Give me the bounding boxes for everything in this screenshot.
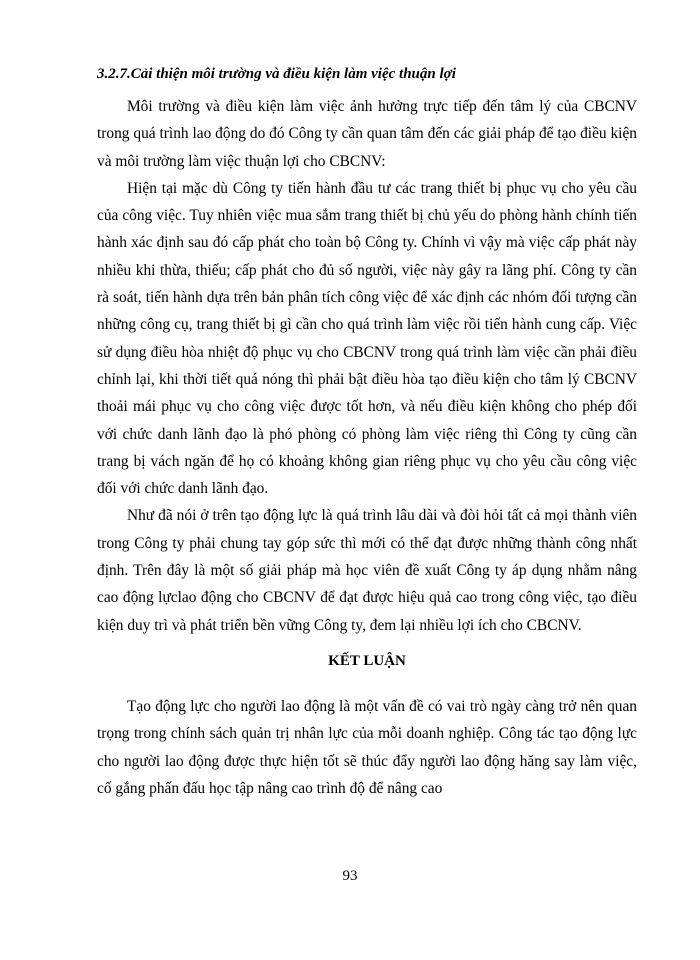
section-heading: 3.2.7.Cải thiện môi trường và điều kiện làm việc thuận lợi bbox=[97, 66, 456, 82]
page-number: 93 bbox=[342, 868, 358, 884]
paragraph-summary: Như đã nói ở trên tạo động lực là quá trình lâu dài và đòi hỏi tất cả mọi thành viên trong Công ty phải chung tay góp sức thì mới có thể đạt được những thành công nhất định. Trên đây là một số giải pháp mà học viên đề xuất Công ty áp dụng nhằm nâng cao động lựclao động cho CBCNV để đạt được hiệu quả cao trong công việc, tạo điều kiện duy trì và phát triển bền vững Công ty, đem lại nhiều lợi ích cho CBCNV. bbox=[97, 507, 637, 634]
paragraph-conclusion: Tạo động lực cho người lao động là một vấn đề có vai trò ngày càng trở nên quan trọng trong chính sách quản trị nhân lực của mỗi doanh nghiệp. Công tác tạo động lực cho người lao động được thực hiện tốt sẽ thúc đẩy người lao động hăng say làm việc, cố gắng phấn đấu học tập nâng cao trình độ để nâng cao bbox=[97, 697, 637, 797]
paragraph-work-environment-intro: Môi trường và điều kiện làm việc ảnh hưởng trực tiếp đến tâm lý của CBCNV trong quá trình lao động do đó Công ty cần quan tâm đến các giải pháp để tạo điều kiện và môi trường làm việc thuận lợi cho CBCNV: bbox=[97, 98, 637, 170]
document-page bbox=[97, 64, 637, 802]
paragraph-equipment: Hiện tại mặc dù Công ty tiến hành đầu tư các trang thiết bị phục vụ cho yêu cầu của công việc. Tuy nhiên việc mua sắm trang thiết bị chủ yếu do phòng hành chính tiến hành xác định sau đó cấp phát cho toàn bộ Công ty. Chính vì vậy mà việc cấp phát này nhiều khi thừa, thiếu; cấp phát cho đủ số người, việc này gây ra lãng phí. Công ty cần rà soát, tiến hành dựa trên bản phân tích công việc để xác định các nhóm đối tượng cần những công cụ, trang thiết bị gì cần cho quá trình làm việc rồi tiến hành cung cấp. Việc sử dụng điều hòa nhiệt độ phục vụ cho CBCNV trong quá trình làm việc cần phải điều chỉnh lại, khi thời tiết quá nóng thì phải bật điều hòa tạo điều kiện cho tâm lý CBCNV thoải mái phục vụ cho công việc được tốt hơn, và nếu điều kiện không cho phép đối với chức danh lãnh đạo là phó phòng có phòng làm việc riêng thì Công ty cũng cần trang bị vách ngăn để họ có khoảng không gian riêng phục vụ cho yêu cầu công việc đối với chức danh lãnh đạo. bbox=[97, 179, 637, 498]
conclusion-title: KẾT LUẬN bbox=[328, 652, 406, 669]
